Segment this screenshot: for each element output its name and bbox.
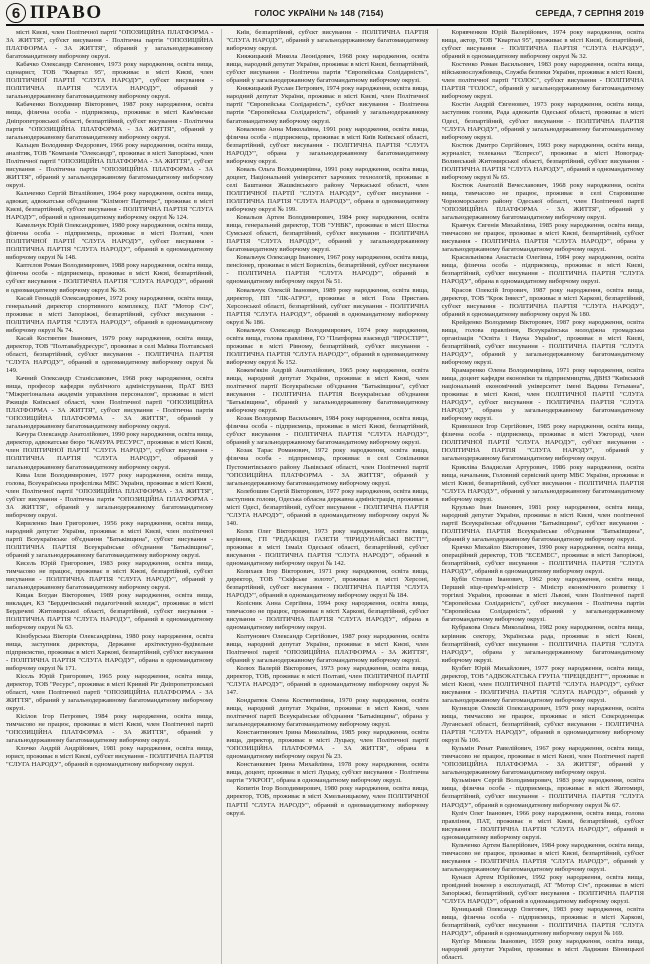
- deputy-entry: Кунаєв Артем Юрійович, 1992 року народження, освіта вища, провідний інженер з експлуатації, АТ "Мотор Січ", проживає в місті Запоріжжі, безпартійний, суб'єкт висування - ПОЛІТИЧНА ПАРТІЯ "СЛУГА НАРОДУ", обраний в одномандатному виборчому окрузі.: [441, 873, 644, 906]
- deputy-entry: Коваленко Анна Миколаївна, 1991 року народження, освіта вища, фізична особа - підприємець, проживає в місті Київ Київської області, безпартійний, суб'єкт висування - ПОЛІТИЧНА ПАРТІЯ "СЛУГА НАРОДУ", обрана у загальнодержавному багатомандатному виборчому окрузі.: [226, 125, 429, 165]
- article-columns: [6, 29, 644, 964]
- deputy-entry: Кінзбурська Вікторія Олександрівна, 1980 року народження, освіта вища, заступник директора, Державне архітектурно-будівельне підприємство, проживає в місті Харкові, безпартійний, суб'єкт висування - ПОЛІТИЧНА ПАРТІЯ "СЛУГА НАРОДУ", обрана в одномандатному виборчому окрузі № 171.: [6, 632, 214, 672]
- page-number: 6: [6, 3, 26, 23]
- deputy-entry: Колісник Анна Сергіївна, 1994 року народження, освіта вища, тимчасово не працює, проживає в місті Харкові, безпартійний, суб'єкт висування - ПОЛІТИЧНА ПАРТІЯ "СЛУГА НАРОДУ", обрана в одномандатному виборчому окрузі.: [226, 600, 429, 632]
- deputy-entry: Константинович Ірина Миколаївна, 1985 року народження, освіта вища, директор, проживає в місті Луцьку, член Політичної партії "ОПОЗИЦІЙНА ПЛАТФОРМА - ЗА ЖИТТЯ", обрана в одномандатному виборчому окрузі № 23.: [226, 729, 429, 761]
- deputy-entry: Ковальчук Олександр Іванович, 1967 року народження, освіта вища, пенсіонер, проживає в місті Бориспіль, безпартійний, суб'єкт висування - ПОЛІТИЧНА ПАРТІЯ "СЛУГА НАРОДУ", обраний в одномандатному виборчому окрузі № 51.: [226, 254, 429, 286]
- deputy-entry: Крамаренко Олена Володимирівна, 1971 року народження, освіта вища, доцент кафедри економіки та підприємництва, ДВНЗ "Київський національний економічний університет імені Вадима Гетьмана", проживає в місті Києві, член ПОЛІТИЧНОЇ ПАРТІЇ "СЛУГА НАРОДУ", суб'єкт висування - ПОЛІТИЧНА ПАРТІЯ "СЛУГА НАРОДУ", обрана у загальнодержавному багатомандатному виборчому окрузі.: [441, 366, 644, 423]
- deputy-entry: Красильнікова Анастасія Олегівна, 1984 року народження, освіта вища, фізична особа - підприємець, проживає в місті Києві, безпартійний, суб'єкт висування - ПОЛІТИЧНА ПАРТІЯ "СЛУГА НАРОДУ", обрана в одномандатному виборчому окрузі.: [441, 254, 644, 286]
- newspaper-issue: ГОЛОС УКРАЇНИ № 148 (7154): [254, 8, 384, 18]
- deputy-entry: Ковальчук Олексій Іванович, 1989 року народження, освіта вища, директор, ПП "ЛК-АГРО", проживає в місті Гола Пристань Херсонської області, безпартійний, суб'єкт висування - ПОЛІТИЧНА ПАРТІЯ "СЛУГА НАРОДУ", обраний в одномандатному виборчому окрузі № 186.: [226, 286, 429, 326]
- deputy-entry: Кісілов Ігор Петрович, 1984 року народження, освіта вища, тимчасово не працює, проживає в місті Києві, член Політичної партії "ОПОЗИЦІЙНА ПЛАТФОРМА - ЗА ЖИТТЯ", обраний у загальнодержавному багатомандатному виборчому окрузі.: [6, 712, 214, 745]
- deputy-entry: Козак Тарас Романович, 1972 року народження, освіта вища, фізична особа - підприємець, проживає в селі Сокільники Пустомитівського району Львівської області, член Політичної партії "ОПОЗИЦІЙНА ПЛАТФОРМА - ЗА ЖИТТЯ", обраний у загальнодержавному багатомандатному виборчому окрузі.: [226, 447, 429, 487]
- masthead-left: [6, 2, 103, 24]
- deputy-entry: Колєв Олег Вікторович, 1973 року народження, освіта вища, керівник, ГП "РЕДАКЦІЯ ГАЗЕТИ "ПРИДУНАЙСЬКІ ВІСТІ"", проживає в місті Ізмаїл Одеської області, безпартійний, суб'єкт висування - ПОЛІТИЧНА ПАРТІЯ "СЛУГА НАРОДУ", обраний в одномандатному виборчому окрузі № 142.: [226, 527, 429, 568]
- deputy-entry: Кузьмінич Сергій Володимирович, 1983 року народження, освіта вища, фізична особа - підприємець, проживає в місті Житомирі, безпартійний, суб'єкт висування - ПОЛІТИЧНА ПАРТІЯ "СЛУГА НАРОДУ", обраний в одномандатному виборчому окрузі № 67.: [441, 777, 644, 809]
- deputy-entry: Камельчук Юрій Олександрович, 1980 року народження, освіта вища, фізична особа - підприємець, проживає в місті Полтаві, член ПОЛІТИЧНОЇ ПАРТІЇ "СЛУГА НАРОДУ", суб'єкт висування - ПОЛІТИЧНА ПАРТІЯ "СЛУГА НАРОДУ", обраний в одномандатному виборчому окрузі № 148.: [6, 222, 214, 262]
- deputy-entry: Костюк Дмитро Сергійович, 1993 року народження, освіта вища, журналіст, телеканал "Еспресо", проживає в місті Новоград-Волинський Житомирської області, безпартійний, суб'єкт висування - ПОЛІТИЧНА ПАРТІЯ "СЛУГА НАРОДУ", обраний в одномандатному виборчому окрузі № 65.: [441, 141, 644, 181]
- deputy-entry: Кабаченко Володимир Вікторович, 1987 року народження, освіта вища, фізична особа - підприємець, проживає в місті Кам'янське Дніпропетровської області, безпартійний, суб'єкт висування - Політична партія "ОПОЗИЦІЙНА ПЛАТФОРМА - ЗА ЖИТТЯ", обраний у загальнодержавному багатомандатному виборчому окрузі.: [6, 101, 214, 141]
- section-rubric: ПРАВО: [30, 2, 103, 23]
- deputy-entry: Кузьмін Ренат Равелійович, 1967 року народження, освіта вища, тимчасово не працює, проживає в місті Києві, член Політичної партії "ОПОЗИЦІЙНА ПЛАТФОРМА - ЗА ЖИТТЯ", обраний у загальнодержавному багатомандатному виборчому окрузі.: [441, 745, 644, 777]
- deputy-entry: Київ, безпартійний, суб'єкт висування - ПОЛІТИЧНА ПАРТІЯ "СЛУГА НАРОДУ", обраний у загальнодержавному багатомандатному виборчому окрузі.: [226, 29, 429, 53]
- deputy-entry: Куп'єр Микола Іванович, 1959 року народження, освіта вища, народний депутат України, проживає в місті Ладижин Вінницької області.: [441, 938, 644, 962]
- deputy-entry: Кривошеєв Ігор Сергійович, 1985 року народження, освіта вища, фізична особа - підприємець, проживає в місті Ужгороді, член ПОЛІТИЧНОЇ ПАРТІЇ "СЛУГА НАРОДУ", суб'єкт висування - ПОЛІТИЧНА ПАРТІЯ "СЛУГА НАРОДУ", обраний у загальнодержавному багатомандатному виборчому окрузі.: [441, 423, 644, 463]
- deputy-entry: Княжицький Руслан Петрович, 1974 року народження, освіта вища, народний депутат України, проживає в місті Києві, член Політичної партії "Європейська Солідарність", суб'єкт висування - Політична партія "Європейська Солідарність", обраний у загальнодержавному багатомандатному виборчому окрузі.: [226, 85, 429, 125]
- deputy-entry: Кабачко Олександр Євгенович, 1973 року народження, освіта вища, сценарист, ТОВ "Квартал 95", проживає в місті Києві, член ПОЛІТИЧНОЇ ПАРТІЇ "СЛУГА НАРОДУ", суб'єкт висування - ПОЛІТИЧНА ПАРТІЯ "СЛУГА НАРОДУ", обраний у загальнодержавному багатомандатному виборчому окрузі.: [6, 61, 214, 101]
- issue-date: СЕРЕДА, 7 СЕРПНЯ 2019: [535, 8, 644, 18]
- deputy-entry: Куницький Олександр Олегович, 1983 року народження, освіта вища, фізична особа - підприємець, проживає в місті Харкові, безпартійний, суб'єкт висування - ПОЛІТИЧНА ПАРТІЯ "СЛУГА НАРОДУ", обраний в одномандатному виборчому окрузі № 169.: [441, 906, 644, 938]
- deputy-entry: Кубракова Ольга Миколаївна, 1982 року народження, освіта вища, керівник сектору, Українська рада, проживає в місті Києві, безпартійний, суб'єкт висування - ПОЛІТИЧНА ПАРТІЯ "СЛУГА НАРОДУ", обрана у загальнодержавному багатомандатному виборчому окрузі.: [441, 624, 644, 664]
- deputy-entry: Копитін Ігор Володимирович, 1980 року народження, освіта вища, директор, ТОВ, проживає в місті Хмельницькому, член ПОЛІТИЧНОЇ ПАРТІЇ "СЛУГА НАРОДУ", обраний в одномандатному виборчому окрузі.: [226, 785, 429, 817]
- deputy-entry: Колихаєв Ігор Вікторович, 1971 року народження, освіта вища, директор, ТОВ "Скіфське золото", проживає в місті Херсоні, безпартійний, суб'єкт висування - ПОЛІТИЧНА ПАРТІЯ "СЛУГА НАРОДУ", обраний в одномандатному виборчому окрузі № 184.: [226, 568, 429, 600]
- masthead: [6, 0, 644, 26]
- deputy-entry: Крулько Іван Іванович, 1981 року народження, освіта вища, народний депутат України, проживає в місті Києві, член політичної партії Всеукраїнське об'єднання "Батьківщина", суб'єкт висування - ПОЛІТИЧНА ПАРТІЯ Всеукраїнське об'єднання "Батьківщина", обраний у загальнодержавному багатомандатному виборчому окрузі.: [441, 503, 644, 543]
- deputy-entry: Кицак Богдан Вікторович, 1989 року народження, освіта вища, викладач, КЗ "Бердичівський педагогічний коледж", проживає в місті Бердичеві Житомирської області, безпартійний, суб'єкт висування - ПОЛІТИЧНА ПАРТІЯ "СЛУГА НАРОДУ", обраний в одномандатному виборчому окрузі № 63.: [6, 592, 214, 632]
- deputy-entry: Кравчук Євгенія Михайлівна, 1985 року народження, освіта вища, тимчасово не працює, проживає в місті Києві, безпартійний, суб'єкт висування - ПОЛІТИЧНА ПАРТІЯ "СЛУГА НАРОДУ", обрана у загальнодержавному багатомандатному виборчому окрузі.: [441, 222, 644, 254]
- deputy-entry: Кисель Юрій Григорович, 1983 року народження, освіта вища, тимчасово не працює, проживає в місті Києві, безпартійний, суб'єкт висування - ПОЛІТИЧНА ПАРТІЯ "СЛУГА НАРОДУ", обраний у загальнодержавному багатомандатному виборчому окрузі.: [6, 560, 214, 592]
- deputy-entry: Куліч Олег Іванович, 1966 року народження, освіта вища, голова правління, ПАТ, проживає в місті Києві, безпартійний, суб'єкт висування - ПОЛІТИЧНА ПАРТІЯ "СЛУГА НАРОДУ", обраний в одномандатному виборчому окрузі.: [441, 809, 644, 841]
- deputy-entry: Кальченко Сергій Віталійович, 1964 року народження, освіта вища, адвокат, адвокатське об'єднання "Кілімонт Партнерс", проживає в місті Києві, безпартійний, суб'єкт висування - ПОЛІТИЧНА ПАРТІЯ "СЛУГА НАРОДУ", обраний в одномандатному виборчому окрузі № 124.: [6, 189, 214, 222]
- deputy-entry: Качура Олександр Анатолійович, 1990 року народження, освіта вища, директор, адвокатське бюро "КАЧУРА РЕСУРС", проживає в місті Києві, член ПОЛІТИЧНОЇ ПАРТІЇ "СЛУГА НАРОДУ", суб'єкт висування - ПОЛІТИЧНА ПАРТІЯ "СЛУГА НАРОДУ", обраний у загальнодержавному багатомандатному виборчому окрузі.: [6, 431, 214, 471]
- deputy-entry: Кальцев Володимир Федорович, 1966 року народження, освіта вища, аналітик, ТОВ "Компанія "Олександр", проживає в місті Запоріжжі, член Політичної партії "ОПОЗИЦІЙНА ПЛАТФОРМА - ЗА ЖИТТЯ", суб'єкт висування - Політична партія "ОПОЗИЦІЙНА ПЛАТФОРМА - ЗА ЖИТТЯ", обраний у загальнодержавному багатомандатному виборчому окрузі.: [6, 141, 214, 189]
- deputy-entry: Колюх Валерій Вікторович, 1973 року народження, освіта вища, директор, ТОВ, проживає в місті Полтаві, член ПОЛІТИЧНОЇ ПАРТІЇ "СЛУГА НАРОДУ", обраний в одномандатному виборчому окрузі № 147.: [226, 664, 429, 696]
- deputy-entry: Ковальчук Олександр Володимирович, 1974 року народження, освіта вища, голова правління, ГО "Платформа взаємодії "ПРОСТІР"", проживає в місті Рівному, безпартійний, суб'єкт висування - ПОЛІТИЧНА ПАРТІЯ "СЛУГА НАРОДУ", обраний в одномандатному виборчому окрузі № 152.: [226, 326, 429, 366]
- deputy-entry: Красов Олексій Ігорович, 1987 року народження, освіта вища, директор, ТОВ "Крок Інвест", проживає в місті Харкові, безпартійний, суб'єкт висування - ПОЛІТИЧНА ПАРТІЯ "СЛУГА НАРОДУ", обраний в одномандатному виборчому окрузі № 180.: [441, 286, 644, 318]
- deputy-entry: Кириленко Іван Григорович, 1956 року народження, освіта вища, народний депутат України, проживає в місті Києві, член політичної партії Всеукраїнське об'єднання "Батьківщина", суб'єкт висування - ПОЛІТИЧНА ПАРТІЯ Всеукраїнське об'єднання "Батьківщина", обраний у загальнодержавному багатомандатному виборчому окрузі.: [6, 519, 214, 560]
- deputy-entry: Кісєль Юрій Григорович, 1965 року народження, освіта вища, директор, ТОВ "Ресурс", проживає в місті Кривий Ріг Дніпропетровської області, член Політичної партії "ОПОЗИЦІЙНА ПЛАТФОРМА - ЗА ЖИТТЯ", обраний у загальнодержавному багатомандатному виборчому окрузі.: [6, 672, 214, 712]
- deputy-entry: Козак Володимир Васильович, 1984 року народження, освіта вища, фізична особа - підприємець, проживає в місті Києві, безпартійний, суб'єкт висування - ПОЛІТИЧНА ПАРТІЯ "СЛУГА НАРОДУ", обраний у загальнодержавному багатомандатному виборчому окрузі.: [226, 415, 429, 447]
- deputy-entry: Кондратюк Олена Костянтинівна, 1970 року народження, освіта вища, народний депутат України, проживає в місті Києві, член політичної партії Всеукраїнське об'єднання "Батьківщина", обрана у загальнодержавному багатомандатному виборчому окрузі.: [226, 696, 429, 729]
- column-3: [437, 29, 644, 964]
- column-1: [6, 29, 213, 964]
- deputy-entry: Кузбит Юрій Михайлович, 1977 року народження, освіта вища, директор, ТОВ "АДВОКАТСЬКА ГРУПА "ПРЕЦЕДЕНТ"", проживає в місті Києві, член ПОЛІТИЧНОЇ ПАРТІЇ "СЛУГА НАРОДУ", суб'єкт висування - ПОЛІТИЧНА ПАРТІЯ "СЛУГА НАРОДУ", обраний у загальнодержавному багатомандатному виборчому окрузі.: [441, 664, 644, 704]
- deputy-entry: Касай Геннадій Олександрович, 1972 року народження, освіта вища, генеральний директор спортивного комплексу, ПАТ "Мотор Січ", проживає в місті Запоріжжі, безпартійний, суб'єкт висування - ПОЛІТИЧНА ПАРТІЯ "СЛУГА НАРОДУ", обраний в одномандатному виборчому окрузі № 74.: [6, 294, 214, 334]
- deputy-entry: місті Києві, член Політичної партії "ОПОЗИЦІЙНА ПЛАТФОРМА - ЗА ЖИТТЯ", суб'єкт висування - Політична партія "ОПОЗИЦІЙНА ПЛАТФОРМА - ЗА ЖИТТЯ", обраний у загальнодержавному багатомандатному виборчому окрузі.: [6, 29, 214, 61]
- deputy-entry: Кульченко Артем Валерійович, 1984 року народження, освіта вища, тимчасово не працює, проживає в місті Києві, безпартійний, суб'єкт висування - ПОЛІТИЧНА ПАРТІЯ "СЛУГА НАРОДУ", обраний у загальнодержавному багатомандатному виборчому окрузі.: [441, 841, 644, 873]
- deputy-entry: Костенко Роман Васильович, 1983 року народження, освіта вища, військовослужбовець, Служба безпеки України, проживає в місті Києві, член політичної партії "ГОЛОС", суб'єкт висування - ПОЛІТИЧНА ПАРТІЯ "ГОЛОС", обраний у загальнодержавному багатомандатному виборчому окрузі.: [441, 61, 644, 101]
- deputy-entry: Колебошин Сергій Вікторович, 1977 року народження, освіта вища, заступник голови, Одеська обласна державна адміністрація, проживає в місті Одесі, безпартійний, суб'єкт висування - ПОЛІТИЧНА ПАРТІЯ "СЛУГА НАРОДУ", обраний в одномандатному виборчому окрузі № 140.: [226, 487, 429, 527]
- deputy-entry: Крячко Михайло Вікторович, 1990 року народження, освіта вища, операційний директор, ТОВ "ЕСЕМЕС", проживає в місті Запоріжжі, безпартійний, суб'єкт висування - ПОЛІТИЧНА ПАРТІЯ "СЛУГА НАРОДУ", обраний в одномандатному виборчому окрузі.: [441, 544, 644, 576]
- deputy-entry: Кожем'якін Андрій Анатолійович, 1965 року народження, освіта вища, народний депутат України, проживає в місті Києві, член політичної партії Всеукраїнське об'єднання "Батьківщина", суб'єкт висування - ПОЛІТИЧНА ПАРТІЯ Всеукраїнське об'єднання "Батьківщина", обраний у загальнодержавному багатомандатному виборчому окрузі.: [226, 366, 429, 415]
- deputy-entry: Констанкевич Ірина Михайлівна, 1978 року народження, освіта вища, доцент, проживає в місті Луцьку, суб'єкт висування - Політична партія "УКРОП", обрана в одномандатному виборчому окрузі.: [226, 761, 429, 785]
- deputy-entry: Корявченков Юрій Валерійович, 1974 року народження, освіта вища, актор, ТОВ "Квартал 95", проживає в місті Києві, безпартійний, суб'єкт висування - ПОЛІТИЧНА ПАРТІЯ "СЛУГА НАРОДУ", обраний в одномандатному виборчому окрузі № 32.: [441, 29, 644, 61]
- deputy-entry: Крейденко Володимир Вікторович, 1987 року народження, освіта вища, голова правління, Всеукраїнська молодіжна громадська організація "Освіта і Наука України", проживає в місті Києві, безпартійний, суб'єкт висування - ПОЛІТИЧНА ПАРТІЯ "СЛУГА НАРОДУ", обраний у загальнодержавному багатомандатному виборчому окрузі.: [441, 318, 644, 366]
- deputy-entry: Колтунович Олександр Сергійович, 1987 року народження, освіта вища, народний депутат України, проживає в місті Києві, член Політичної партії "ОПОЗИЦІЙНА ПЛАТФОРМА - ЗА ЖИТТЯ", обраний у загальнодержавному багатомандатному виборчому окрузі.: [226, 632, 429, 664]
- deputy-entry: Крикліва Владислав Артурович, 1986 року народження, освіта вища, начальник, Головний сервісний центр МВС України, проживає в місті Києві, безпартійний, суб'єкт висування - ПОЛІТИЧНА ПАРТІЯ "СЛУГА НАРОДУ", обраний у загальнодержавному багатомандатному виборчому окрузі.: [441, 463, 644, 503]
- column-2: [221, 29, 428, 964]
- deputy-entry: Кива Ілля Володимирович, 1977 року народження, освіта вища, голова, Всеукраїнська профспілка МВС України, проживає в місті Києві, член Політичної партії "ОПОЗИЦІЙНА ПЛАТФОРМА - ЗА ЖИТТЯ", суб'єкт висування - Політична партія "ОПОЗИЦІЙНА ПЛАТФОРМА - ЗА ЖИТТЯ", обраний у загальнодержавному багатомандатному виборчому окрузі.: [6, 471, 214, 519]
- deputy-entry: Княжицький Микола Леонідович, 1968 року народження, освіта вища, народний депутат України, проживає в місті Києві, безпартійний, суб'єкт висування - Політична партія "Європейська Солідарність", обраний у загальнодержавному багатомандатному виборчому окрузі.: [226, 53, 429, 85]
- deputy-entry: Качний Олександр Станіславович, 1968 року народження, освіта вища, професор кафедри публічного адміністрування, ПрАТ ВНЗ "Міжрегіональна академія управління персоналом", проживає в місті Ржищів Київської області, член Політичної партії "ОПОЗИЦІЙНА ПЛАТФОРМА - ЗА ЖИТТЯ", суб'єкт висування - Політична партія "ОПОЗИЦІЙНА ПЛАТФОРМА - ЗА ЖИТТЯ", обраний у загальнодержавному багатомандатному виборчому окрузі.: [6, 375, 214, 431]
- deputy-entry: Ковальов Артем Володимирович, 1984 року народження, освіта вища, генеральний директор, ТОВ "УНВК", проживає в місті Шостка Сумської області, безпартійний, суб'єкт висування - ПОЛІТИЧНА ПАРТІЯ "СЛУГА НАРОДУ", обраний у загальнодержавному багатомандатному виборчому окрузі.: [226, 214, 429, 254]
- deputy-entry: Костюк Анатолій Вячеславович, 1968 року народження, освіта вища, тимчасово не працює, проживає в селі Старовишне Чорноморського району Одеської області, член Політичної партії "ОПОЗИЦІЙНА ПЛАТФОРМА - ЗА ЖИТТЯ", обраний у загальнодержавному багатомандатному виборчому окрузі.: [441, 181, 644, 222]
- deputy-entry: Касай Костянтин Іванович, 1979 року народження, освіта вища, директор, ТОВ "Полтавабудресурс", проживає в селі Маївка Полтавської області, безпартійний, суб'єкт висування - ПОЛІТИЧНА ПАРТІЯ "СЛУГА НАРОДУ", обраний в одномандатному виборчому окрузі № 149.: [6, 334, 214, 374]
- deputy-entry: Кубів Степан Іванович, 1962 року народження, освіта вища, Перший віце-прем'єр-міністр - Міністр економічного розвитку і торгівлі України, проживає в місті Львові, член Політичної партії "Європейська Солідарність", суб'єкт висування - Політична партія "Європейська Солідарність", обраний у загальнодержавному багатомандатному виборчому окрузі.: [441, 576, 644, 624]
- deputy-entry: Кузнєцов Олексій Олександрович, 1979 року народження, освіта вища, тимчасово не працює, проживає в місті Сєвєродонецьк Луганської області, безпартійний, суб'єкт висування - ПОЛІТИЧНА ПАРТІЯ "СЛУГА НАРОДУ", обраний в одномандатному виборчому окрузі № 106.: [441, 704, 644, 745]
- deputy-entry: Клочко Андрій Андрійович, 1981 року народження, освіта вища, юрист, проживає в місті Києві, суб'єкт висування - ПОЛІТИЧНА ПАРТІЯ "СЛУГА НАРОДУ", обраний в одномандатному виборчому окрузі.: [6, 745, 214, 769]
- deputy-entry: Коваль Ольга Володимирівна, 1991 року народження, освіта вища, доцент, Національний університет харчових технологій, проживає в селі Баштанки Жашківського району Черкаської області, член ПОЛІТИЧНОЇ ПАРТІЇ "СЛУГА НАРОДУ", суб'єкт висування - ПОЛІТИЧНА ПАРТІЯ "СЛУГА НАРОДУ", обрана в одномандатному виборчому окрузі № 199.: [226, 165, 429, 214]
- deputy-entry: Каптєлов Роман Володимирович, 1988 року народження, освіта вища, фізична особа - підприємець, проживає в місті Києві, безпартійний, суб'єкт висування - ПОЛІТИЧНА ПАРТІЯ "СЛУГА НАРОДУ", обраний в одномандатному виборчому окрузі № 36.: [6, 262, 214, 294]
- deputy-entry: Костін Андрій Євгенович, 1973 року народження, освіта вища, заступник голови, Рада адвокатів Одеської області, проживає в місті Одесі, безпартійний, суб'єкт висування - ПОЛІТИЧНА ПАРТІЯ "СЛУГА НАРОДУ", обраний у загальнодержавному багатомандатному виборчому окрузі.: [441, 101, 644, 141]
